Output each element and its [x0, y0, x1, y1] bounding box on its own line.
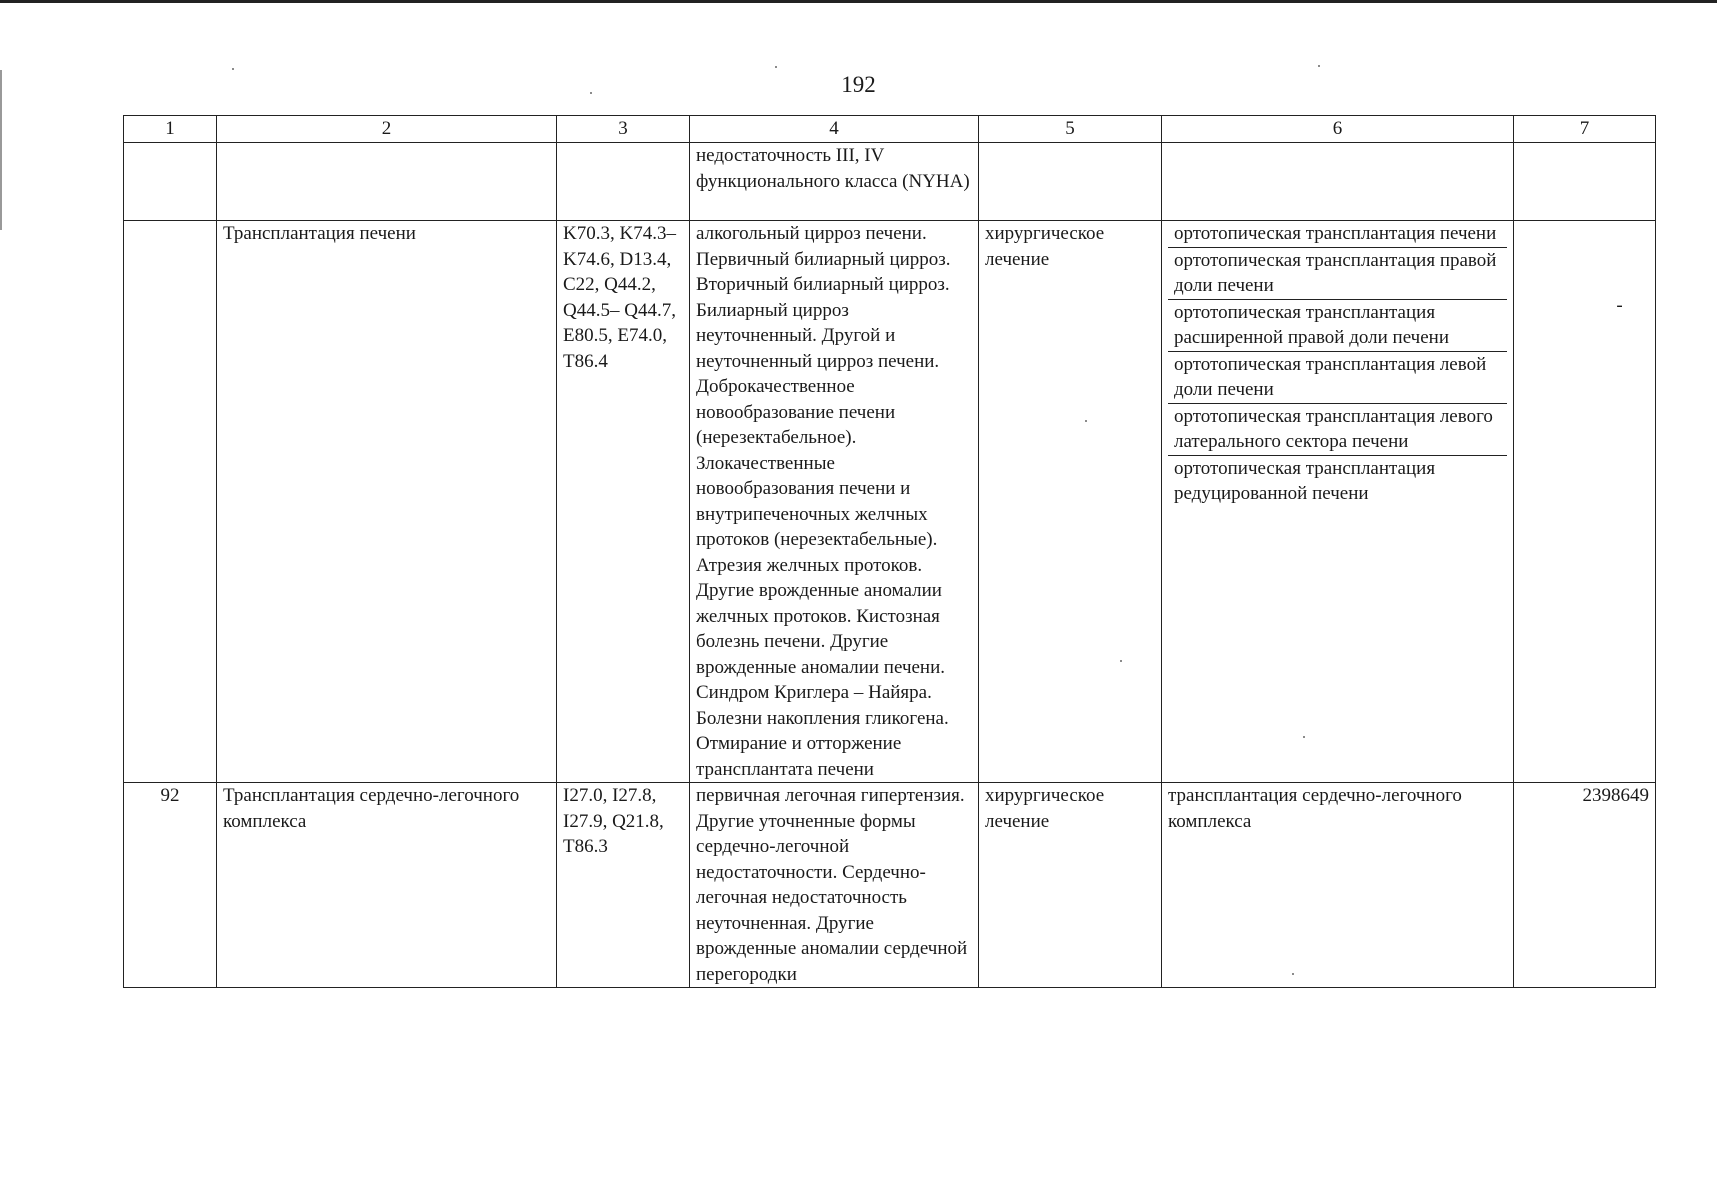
- column-header: 4: [690, 116, 979, 143]
- top-edge-rule: [0, 0, 1717, 3]
- column-header: 2: [217, 116, 557, 143]
- treatment-type-cell: хирургическое лечение: [979, 221, 1162, 783]
- scan-speck: [232, 68, 234, 70]
- icd-codes-cell: [557, 143, 690, 221]
- method-item: ортотопическая трансплантация левой доли печени: [1168, 352, 1507, 404]
- diagnosis-cell: алкогольный цирроз печени. Первичный билиарный цирроз. Вторичный билиарный цирроз. Билиарный цирроз неуточненный. Другой и неуточненный цирроз печени. Доброкачественное новообразование печени (нерезектабельное). Злокачественные новообразования печени и внутрипеченочных желчных протоков (нерезектабельные). Атрезия желчных протоков. Другие врожденные аномалии желчных протоков. Кистозная болезнь печени. Другие врожденные аномалии печени. Синдром Криглера – Найяра. Болезни накопления гликогена. Отмирание и отторжение трансплантата печени: [690, 221, 979, 783]
- column-header: 6: [1162, 116, 1514, 143]
- treatment-type-cell: хирургическое лечение: [979, 783, 1162, 988]
- procedure-name-cell: Трансплантация печени: [217, 221, 557, 783]
- method-cell: [1162, 143, 1514, 221]
- column-header: 1: [124, 116, 217, 143]
- column-header: 3: [557, 116, 690, 143]
- method-item: ортотопическая трансплантация правой доли печени: [1168, 248, 1507, 300]
- table-row-continuation: [124, 143, 1656, 221]
- diagnosis-cell: первичная легочная гипертензия. Другие уточненные формы сердечно-легочной недостаточности. Сердечно-легочная недостаточность неуточненная. Другие врожденные аномалии сердечной перегородки: [690, 783, 979, 988]
- cost-dash: -: [1616, 295, 1623, 316]
- scan-speck: [775, 66, 777, 68]
- icd-codes-cell: I27.0, I27.8, I27.9, Q21.8, T86.3: [557, 783, 690, 988]
- cost-cell: [1514, 221, 1656, 783]
- method-cell: трансплантация сердечно-легочного комплекса: [1162, 783, 1514, 988]
- row-number-cell: 92: [124, 783, 217, 988]
- procedures-table: [123, 115, 1656, 988]
- procedure-name-cell: Трансплантация сердечно-легочного комплекса: [217, 783, 557, 988]
- table-row-liver: [124, 221, 1656, 783]
- method-item: ортотопическая трансплантация редуцированной печени: [1174, 457, 1436, 504]
- method-item: ортотопическая трансплантация печени: [1168, 221, 1507, 248]
- page-number: 192: [841, 72, 876, 97]
- method-item: ортотопическая трансплантация расширенной правой доли печени: [1168, 300, 1507, 352]
- diagnosis-cell: недостаточность III, IV функционального класса (NYHA): [690, 143, 979, 221]
- table-row: [124, 783, 1656, 988]
- row-number-cell: [124, 143, 217, 221]
- cost-cell: 2398649: [1514, 783, 1656, 988]
- icd-codes-cell: K70.3, K74.3– K74.6, D13.4, C22, Q44.2, Q44.5– Q44.7, E80.5, E74.0, T86.4: [557, 221, 690, 783]
- table-header-row: [124, 116, 1656, 143]
- row-number-cell: [124, 221, 217, 783]
- method-cell: [1162, 221, 1514, 783]
- scan-speck: [1318, 65, 1320, 67]
- method-item: ортотопическая трансплантация левого латерального сектора печени: [1168, 404, 1507, 456]
- procedure-name-cell: [217, 143, 557, 221]
- treatment-type-cell: [979, 143, 1162, 221]
- column-header: 7: [1514, 116, 1656, 143]
- cost-cell: [1514, 143, 1656, 221]
- column-header: 5: [979, 116, 1162, 143]
